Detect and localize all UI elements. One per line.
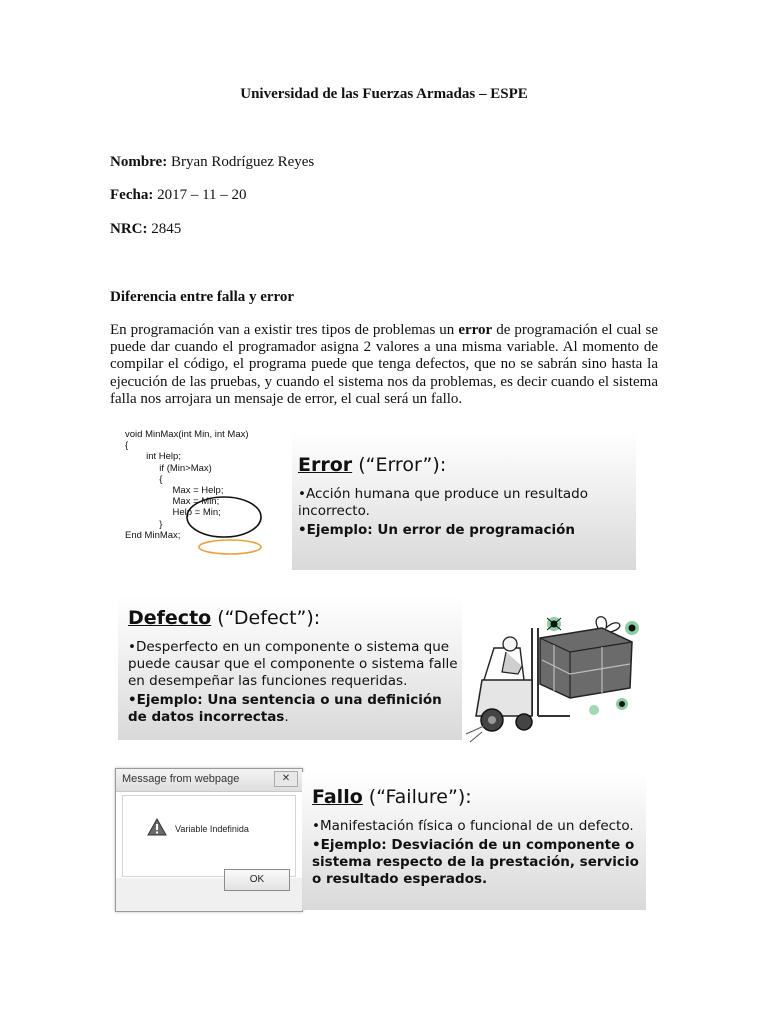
nrc-line: [110, 221, 181, 238]
defect-translation: (“Defect”):: [211, 607, 321, 629]
failure-bullet-2-bold: •Ejemplo: [312, 837, 382, 853]
code-line: Max = Help;: [125, 485, 224, 497]
error-translation: (“Error”):: [352, 454, 447, 476]
defect-term: Defecto: [128, 607, 212, 629]
dialog-message: Variable Indefinida: [175, 824, 249, 834]
paragraph-text-2: de programación el cual se puede dar cuando el programador asigna 2 valores a una misma variable. Al momento de compilar el código, el programa puede que tenga defectos, que no se sabrán sino hasta la ejecución de las pruebas, y cuando el sistema nos da problemas, es decir cuando el sistema falla nos arrojara un mensaje de error, el cual será un fallo.: [110, 322, 658, 407]
code-line: }: [125, 518, 163, 530]
forklift-illustration: [462, 598, 652, 748]
orange-ellipse: [199, 540, 261, 554]
failure-slide-body: [312, 818, 642, 888]
name-value: Bryan Rodríguez Reyes: [170, 154, 315, 170]
failure-slide-title: [312, 786, 472, 808]
close-icon[interactable]: ✕: [274, 771, 298, 787]
failure-term: Fallo: [312, 786, 363, 808]
code-line: {: [125, 473, 163, 485]
code-line: End MinMax;: [125, 529, 181, 541]
failure-translation: (“Failure”):: [362, 786, 472, 808]
black-ellipse: [187, 497, 261, 537]
failure-bullet-2: [312, 837, 642, 888]
defect-bullet-2: [128, 692, 458, 726]
body-paragraph: [110, 322, 658, 408]
warning-icon: [147, 818, 167, 836]
error-bullet-1: •Acción humana que produce un resultado incorrecto.: [298, 486, 588, 519]
nrc-value: 2845: [151, 221, 182, 237]
section-heading: Diferencia entre falla y error: [110, 289, 295, 305]
defect-bullet-2-rest: .: [284, 709, 289, 725]
code-line: Help = Min;: [125, 507, 221, 519]
date-line: [110, 187, 247, 204]
defect-bullet-1: •Desperfecto en un componente o sistema que puede causar que el componente o sistema falle en desempeñar las funciones requeridas.: [128, 639, 458, 689]
message-dialog: [115, 768, 303, 912]
error-bullet-2-bold: •Ejemplo: Un error de programación: [298, 522, 575, 538]
defect-slide-title: [128, 607, 320, 629]
ok-button[interactable]: OK: [224, 869, 290, 891]
code-line: void MinMax(int Min, int Max): [125, 429, 249, 440]
code-line: int Help;: [125, 451, 181, 463]
defect-slide-body: [128, 639, 458, 726]
nrc-label: NRC:: [110, 221, 148, 237]
error-slide-title: [298, 454, 446, 476]
document-title: Universidad de las Fuerzas Armadas – ESPE: [240, 86, 528, 102]
name-line: [110, 154, 314, 171]
paragraph-bold: error: [458, 322, 493, 338]
error-term: Error: [298, 454, 353, 476]
code-highlight-ellipses: [178, 496, 270, 558]
dialog-titlebar: [116, 769, 302, 792]
failure-bullet-2-rest: : Desviación de un componente o sistema respecto de la prestación, servicio o resultado esperados.: [312, 837, 639, 887]
paragraph-text-1: En programación van a existir tres tipos de problemas un: [110, 322, 459, 338]
failure-bullet-1: •Manifestación física o funcional de un defecto.: [312, 818, 634, 834]
code-line: {: [125, 440, 129, 452]
name-label: Nombre:: [110, 154, 168, 170]
error-bullet-2: [298, 522, 610, 539]
dialog-title: Message from webpage: [122, 773, 240, 785]
defect-bullet-2-bold: •Ejemplo: Una sentencia o una definición de datos incorrectas: [128, 692, 442, 725]
date-label: Fecha:: [110, 187, 154, 203]
dialog-body: [122, 795, 296, 877]
code-line: if (Min>Max): [125, 462, 212, 474]
code-line: Max = Min;: [125, 496, 220, 508]
error-slide-body: [298, 486, 610, 539]
date-value: 2017 – 11 – 20: [157, 187, 247, 203]
